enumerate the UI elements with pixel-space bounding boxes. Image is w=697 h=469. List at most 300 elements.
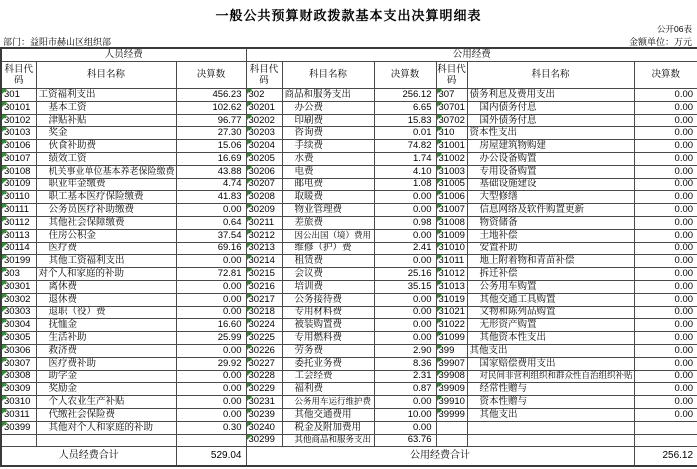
amount-cell: 0.00 xyxy=(634,319,697,332)
col-header-code: 科目代码 xyxy=(246,62,282,89)
subject-name-cell: 奖金 xyxy=(36,127,176,140)
table-row xyxy=(1,268,697,281)
subject-code-cell: 30205 xyxy=(246,152,282,165)
amount-cell: 0.00 xyxy=(634,383,697,396)
subject-name-cell: 退休费 xyxy=(36,293,176,306)
group-personnel-header: 人员经费 xyxy=(1,48,246,62)
subject-name-cell: 国外债务付息 xyxy=(467,114,634,127)
subject-name-cell: 其他商品和服务支出 xyxy=(282,434,374,447)
amount-cell: 0.64 xyxy=(176,216,246,229)
subject-code-cell: 31001 xyxy=(436,140,467,153)
table-row xyxy=(1,344,697,357)
amount-cell: 0.00 xyxy=(634,280,697,293)
subject-code-cell: 30202 xyxy=(246,114,282,127)
amount-cell: 0.00 xyxy=(634,178,697,191)
subject-name-cell: 其他支出 xyxy=(467,344,634,357)
personnel-total-value: 529.04 xyxy=(176,447,246,467)
subject-code-cell: 30701 xyxy=(436,101,467,114)
subject-name-cell: 经常性赠与 xyxy=(467,383,634,396)
subject-name-cell: 信息网络及软件购置更新 xyxy=(467,204,634,217)
amount-cell: 0.00 xyxy=(634,89,697,102)
subject-code-cell: 30226 xyxy=(246,344,282,357)
subject-name-cell: 退职（役）费 xyxy=(36,306,176,319)
subject-name-cell: 机关事业单位基本养老保险缴费 xyxy=(36,165,176,178)
subject-code-cell: 30213 xyxy=(246,242,282,255)
table-row xyxy=(1,319,697,332)
amount-cell: 0.00 xyxy=(634,204,697,217)
amount-cell: 2.90 xyxy=(374,344,436,357)
table-row xyxy=(1,178,697,191)
amount-cell: 0.00 xyxy=(634,396,697,409)
subject-name-cell: 对个人和家庭的补助 xyxy=(36,268,176,281)
amount-cell: 63.76 xyxy=(374,434,436,447)
subject-name-cell: 因公出国（境）费用 xyxy=(282,229,374,242)
subject-name-cell: 救济费 xyxy=(36,344,176,357)
col-header-value: 决算数 xyxy=(176,62,246,89)
subject-name-cell: 伙食补助费 xyxy=(36,140,176,153)
amount-cell: 0.00 xyxy=(176,255,246,268)
table-row xyxy=(1,332,697,345)
subject-code-cell: 31005 xyxy=(436,178,467,191)
subject-code-cell: 31006 xyxy=(436,191,467,204)
amount-cell: 15.06 xyxy=(176,140,246,153)
subject-name-cell: 生活补助 xyxy=(36,332,176,345)
amount-cell: 0.00 xyxy=(634,408,697,421)
subject-name-cell: 职工基本医疗保险缴费 xyxy=(36,191,176,204)
subject-name-cell: 其他社会保障缴费 xyxy=(36,216,176,229)
subject-name-cell: 福利费 xyxy=(282,383,374,396)
col-header-code: 科目代码 xyxy=(436,62,467,89)
subject-name-cell: 公务用车购置 xyxy=(467,280,634,293)
amount-cell: 0.00 xyxy=(176,204,246,217)
subject-name-cell: 印刷费 xyxy=(282,114,374,127)
subject-name-cell: 国家赔偿费用支出 xyxy=(467,357,634,370)
amount-cell: 0.87 xyxy=(374,383,436,396)
amount-cell: 0.00 xyxy=(176,306,246,319)
amount-cell: 25.16 xyxy=(374,268,436,281)
page-title: 一般公共预算财政拨款基本支出决算明细表 xyxy=(215,8,482,23)
subject-code-cell: 303 xyxy=(1,268,36,281)
subject-name-cell: 公务员医疗补助缴费 xyxy=(36,204,176,217)
amount-cell: 37.54 xyxy=(176,229,246,242)
subject-name-cell: 住房公积金 xyxy=(36,229,176,242)
subject-code-cell: 30110 xyxy=(1,191,36,204)
amount-cell: 10.00 xyxy=(374,408,436,421)
amount-cell: 4.10 xyxy=(374,165,436,178)
amount-cell: 72.81 xyxy=(176,268,246,281)
subject-name-cell: 水费 xyxy=(282,152,374,165)
amount-cell: 35.15 xyxy=(374,280,436,293)
subject-name-cell: 代缴社会保险费 xyxy=(36,408,176,421)
table-row xyxy=(1,434,697,447)
empty-cell xyxy=(467,421,634,434)
subject-name-cell: 物业管理费 xyxy=(282,204,374,217)
subject-name-cell: 培训费 xyxy=(282,280,374,293)
subject-name-cell: 租赁费 xyxy=(282,255,374,268)
subject-name-cell: 其他工资福利支出 xyxy=(36,255,176,268)
subject-name-cell: 助学金 xyxy=(36,370,176,383)
subject-name-cell: 奖励金 xyxy=(36,383,176,396)
subject-code-cell: 30217 xyxy=(246,293,282,306)
subject-code-cell: 31013 xyxy=(436,280,467,293)
subject-name-cell: 离休费 xyxy=(36,280,176,293)
amount-cell: 41.83 xyxy=(176,191,246,204)
column-header-row xyxy=(1,62,697,89)
amount-cell: 0.00 xyxy=(374,319,436,332)
subject-name-cell: 物资储备 xyxy=(467,216,634,229)
col-header-value: 决算数 xyxy=(374,62,436,89)
subject-code-cell: 30208 xyxy=(246,191,282,204)
amount-cell: 0.00 xyxy=(634,293,697,306)
subject-code-cell: 30311 xyxy=(1,408,36,421)
amount-cell: 0.00 xyxy=(374,332,436,345)
subject-name-cell: 津贴补贴 xyxy=(36,114,176,127)
amount-cell: 0.00 xyxy=(634,255,697,268)
table-row xyxy=(1,421,697,434)
subject-code-cell: 30113 xyxy=(1,229,36,242)
subject-code-cell: 31019 xyxy=(436,293,467,306)
table-row xyxy=(1,370,697,383)
subject-code-cell: 39907 xyxy=(436,357,467,370)
department-label: 部门：益阳市赫山区组织部 xyxy=(3,37,112,47)
amount-cell: 0.00 xyxy=(634,306,697,319)
subject-code-cell: 30228 xyxy=(246,370,282,383)
empty-cell xyxy=(467,434,634,447)
amount-cell: 0.00 xyxy=(176,396,246,409)
form-number: 公开06表 xyxy=(657,24,692,34)
amount-cell: 1.74 xyxy=(374,152,436,165)
amount-cell: 27.30 xyxy=(176,127,246,140)
subject-name-cell: 办公费 xyxy=(282,101,374,114)
table-row xyxy=(1,357,697,370)
subject-name-cell: 土地补偿 xyxy=(467,229,634,242)
subject-code-cell: 31009 xyxy=(436,229,467,242)
subject-name-cell: 专用材料费 xyxy=(282,306,374,319)
amount-cell: 456.23 xyxy=(176,89,246,102)
public-total-label: 公用经费合计 xyxy=(246,447,634,467)
table-row xyxy=(1,408,697,421)
unit-note: 金额单位：万元 xyxy=(628,37,692,47)
subject-code-cell: 30227 xyxy=(246,357,282,370)
subject-name-cell: 职业年金缴费 xyxy=(36,178,176,191)
subject-name-cell: 邮电费 xyxy=(282,178,374,191)
subject-code-cell: 31099 xyxy=(436,332,467,345)
subject-code-cell: 30211 xyxy=(246,216,282,229)
subject-code-cell: 30240 xyxy=(246,421,282,434)
amount-cell: 25.99 xyxy=(176,332,246,345)
subject-name-cell: 商品和服务支出 xyxy=(282,89,374,102)
table-row xyxy=(1,89,697,102)
public-total-value: 256.12 xyxy=(634,447,697,467)
subject-code-cell: 301 xyxy=(1,89,36,102)
amount-cell: 0.30 xyxy=(176,421,246,434)
subject-code-cell: 30303 xyxy=(1,306,36,319)
subject-code-cell: 30209 xyxy=(246,204,282,217)
amount-cell: 0.00 xyxy=(176,383,246,396)
subject-name-cell: 专用设备购置 xyxy=(467,165,634,178)
subject-code-cell: 30305 xyxy=(1,332,36,345)
amount-cell: 0.00 xyxy=(176,344,246,357)
subject-code-cell: 30112 xyxy=(1,216,36,229)
subject-name-cell: 抚恤金 xyxy=(36,319,176,332)
subject-code-cell: 39908 xyxy=(436,370,467,383)
table-row xyxy=(1,383,697,396)
subject-name-cell: 其他交通工具购置 xyxy=(467,293,634,306)
table-row xyxy=(1,293,697,306)
amount-cell: 1.08 xyxy=(374,178,436,191)
subject-name-cell: 专用燃料费 xyxy=(282,332,374,345)
amount-cell: 0.00 xyxy=(176,280,246,293)
amount-cell: 0.00 xyxy=(176,293,246,306)
subject-code-cell: 30399 xyxy=(1,421,36,434)
col-header-name: 科目名称 xyxy=(36,62,176,89)
subject-name-cell: 医疗费 xyxy=(36,242,176,255)
subject-code-cell: 30101 xyxy=(1,101,36,114)
amount-cell: 0.98 xyxy=(374,216,436,229)
subject-code-cell: 30301 xyxy=(1,280,36,293)
empty-cell xyxy=(436,421,467,434)
subject-code-cell: 30201 xyxy=(246,101,282,114)
subject-name-cell: 其他支出 xyxy=(467,408,634,421)
amount-cell: 0.00 xyxy=(634,242,697,255)
table-row xyxy=(1,255,697,268)
amount-cell: 69.16 xyxy=(176,242,246,255)
subject-code-cell: 31022 xyxy=(436,319,467,332)
subject-name-cell: 地上附着物和青苗补偿 xyxy=(467,255,634,268)
amount-cell: 0.00 xyxy=(634,114,697,127)
table-row xyxy=(1,396,697,409)
subject-code-cell: 30309 xyxy=(1,383,36,396)
subject-code-cell: 30212 xyxy=(246,229,282,242)
subject-code-cell: 30229 xyxy=(246,383,282,396)
subject-code-cell: 30108 xyxy=(1,165,36,178)
subject-code-cell: 30114 xyxy=(1,242,36,255)
group-public-header: 公用经费 xyxy=(246,48,697,62)
amount-cell: 0.00 xyxy=(374,229,436,242)
amount-cell: 0.00 xyxy=(634,140,697,153)
subject-name-cell: 无形资产购置 xyxy=(467,319,634,332)
subject-code-cell: 30306 xyxy=(1,344,36,357)
empty-cell xyxy=(436,434,467,447)
col-header-name: 科目名称 xyxy=(282,62,374,89)
subject-code-cell: 30215 xyxy=(246,268,282,281)
subject-name-cell: 维修（护）费 xyxy=(282,242,374,255)
amount-cell: 0.00 xyxy=(634,191,697,204)
subject-code-cell: 30102 xyxy=(1,114,36,127)
group-header-row xyxy=(1,48,697,62)
subject-name-cell: 取暖费 xyxy=(282,191,374,204)
amount-cell: 0.00 xyxy=(176,408,246,421)
totals-row xyxy=(1,447,697,467)
subject-code-cell: 30307 xyxy=(1,357,36,370)
subject-code-cell: 307 xyxy=(436,89,467,102)
subject-name-cell: 基本工资 xyxy=(36,101,176,114)
subject-code-cell: 30199 xyxy=(1,255,36,268)
subject-code-cell: 30214 xyxy=(246,255,282,268)
table-row xyxy=(1,306,697,319)
table-row xyxy=(1,280,697,293)
amount-cell: 16.69 xyxy=(176,152,246,165)
subject-code-cell: 30702 xyxy=(436,114,467,127)
subject-name-cell: 办公设备购置 xyxy=(467,152,634,165)
subject-code-cell: 30103 xyxy=(1,127,36,140)
subject-code-cell: 31010 xyxy=(436,242,467,255)
amount-cell: 0.00 xyxy=(374,191,436,204)
table-row xyxy=(1,204,697,217)
amount-cell: 96.77 xyxy=(176,114,246,127)
amount-cell: 2.41 xyxy=(374,242,436,255)
subject-code-cell: 30239 xyxy=(246,408,282,421)
subject-name-cell: 对民间非营利组织和群众性自治组织补贴 xyxy=(467,370,634,383)
amount-cell: 0.00 xyxy=(374,293,436,306)
amount-cell: 0.00 xyxy=(374,204,436,217)
amount-cell: 0.00 xyxy=(634,101,697,114)
col-header-code: 科目代码 xyxy=(1,62,36,89)
amount-cell: 102.62 xyxy=(176,101,246,114)
amount-cell: 16.60 xyxy=(176,319,246,332)
amount-cell: 256.12 xyxy=(374,89,436,102)
subject-name-cell: 手续费 xyxy=(282,140,374,153)
subject-code-cell: 30111 xyxy=(1,204,36,217)
table-row xyxy=(1,140,697,153)
subject-code-cell: 310 xyxy=(436,127,467,140)
amount-cell: 0.00 xyxy=(374,421,436,434)
subject-code-cell: 30216 xyxy=(246,280,282,293)
table-row xyxy=(1,242,697,255)
subject-code-cell: 31003 xyxy=(436,165,467,178)
table-row xyxy=(1,191,697,204)
col-header-name: 科目名称 xyxy=(467,62,634,89)
amount-cell: 4.74 xyxy=(176,178,246,191)
subject-code-cell: 31012 xyxy=(436,268,467,281)
subject-name-cell: 被装购置费 xyxy=(282,319,374,332)
amount-cell: 0.00 xyxy=(634,344,697,357)
subject-name-cell: 债务利息及费用支出 xyxy=(467,89,634,102)
subject-name-cell: 房屋建筑物购建 xyxy=(467,140,634,153)
amount-cell: 0.00 xyxy=(374,396,436,409)
subject-name-cell: 工资福利支出 xyxy=(36,89,176,102)
subject-code-cell: 302 xyxy=(246,89,282,102)
table-row xyxy=(1,216,697,229)
table-row xyxy=(1,127,697,140)
table-row xyxy=(1,152,697,165)
amount-cell: 0.00 xyxy=(634,216,697,229)
subject-name-cell: 税金及附加费用 xyxy=(282,421,374,434)
subject-name-cell: 国内债务付息 xyxy=(467,101,634,114)
table-header xyxy=(1,48,697,89)
subject-name-cell: 资本性赠与 xyxy=(467,396,634,409)
amount-cell: 0.00 xyxy=(634,370,697,383)
subject-code-cell: 39999 xyxy=(436,408,467,421)
budget-detail-table xyxy=(0,47,697,467)
subject-code-cell: 30231 xyxy=(246,396,282,409)
amount-cell: 0.00 xyxy=(176,370,246,383)
subject-name-cell: 差旅费 xyxy=(282,216,374,229)
amount-cell: 43.88 xyxy=(176,165,246,178)
subject-code-cell: 30106 xyxy=(1,140,36,153)
subject-code-cell: 30299 xyxy=(246,434,282,447)
subject-code-cell: 30107 xyxy=(1,152,36,165)
subject-name-cell: 公务接待费 xyxy=(282,293,374,306)
amount-cell: 15.83 xyxy=(374,114,436,127)
amount-cell: 0.00 xyxy=(634,357,697,370)
amount-cell: 0.00 xyxy=(634,127,697,140)
subject-name-cell: 基础设施建设 xyxy=(467,178,634,191)
subject-name-cell: 其他交通费用 xyxy=(282,408,374,421)
empty-cell xyxy=(176,434,246,447)
amount-cell: 29.92 xyxy=(176,357,246,370)
amount-cell: 6.65 xyxy=(374,101,436,114)
page-header xyxy=(0,0,697,47)
subject-code-cell: 30302 xyxy=(1,293,36,306)
subject-code-cell: 399 xyxy=(436,344,467,357)
empty-cell xyxy=(634,421,697,434)
amount-cell: 8.36 xyxy=(374,357,436,370)
subject-name-cell: 资本性支出 xyxy=(467,127,634,140)
subject-name-cell: 咨询费 xyxy=(282,127,374,140)
empty-cell xyxy=(634,434,697,447)
col-header-value: 决算数 xyxy=(634,62,697,89)
subject-name-cell: 公务用车运行维护费 xyxy=(282,396,374,409)
subject-name-cell: 个人农业生产补贴 xyxy=(36,396,176,409)
empty-cell xyxy=(36,434,176,447)
subject-name-cell: 医疗费补助 xyxy=(36,357,176,370)
amount-cell: 0.00 xyxy=(634,229,697,242)
subject-code-cell: 30206 xyxy=(246,165,282,178)
table-footer xyxy=(1,447,697,467)
subject-name-cell: 工会经费 xyxy=(282,370,374,383)
table-row xyxy=(1,101,697,114)
personnel-total-label: 人员经费合计 xyxy=(1,447,176,467)
subject-code-cell: 31008 xyxy=(436,216,467,229)
subject-code-cell: 31007 xyxy=(436,204,467,217)
amount-cell: 74.82 xyxy=(374,140,436,153)
subject-name-cell: 其他对个人和家庭的补助 xyxy=(36,421,176,434)
subject-name-cell: 绩效工资 xyxy=(36,152,176,165)
subject-code-cell: 30224 xyxy=(246,319,282,332)
amount-cell: 0.00 xyxy=(374,306,436,319)
subject-name-cell: 委托业务费 xyxy=(282,357,374,370)
subject-name-cell: 会议费 xyxy=(282,268,374,281)
table-row xyxy=(1,114,697,127)
subject-name-cell: 大型修缮 xyxy=(467,191,634,204)
subject-code-cell: 30204 xyxy=(246,140,282,153)
subject-code-cell: 39909 xyxy=(436,383,467,396)
table-row xyxy=(1,165,697,178)
amount-cell: 0.00 xyxy=(634,165,697,178)
subject-name-cell: 其他资本性支出 xyxy=(467,332,634,345)
amount-cell: 0.00 xyxy=(634,268,697,281)
empty-cell xyxy=(1,434,36,447)
subject-code-cell: 31021 xyxy=(436,306,467,319)
subject-code-cell: 30203 xyxy=(246,127,282,140)
amount-cell: 0.00 xyxy=(634,152,697,165)
amount-cell: 0.00 xyxy=(374,255,436,268)
subject-code-cell: 39910 xyxy=(436,396,467,409)
subject-name-cell: 安置补助 xyxy=(467,242,634,255)
subject-name-cell: 文物和陈列品购置 xyxy=(467,306,634,319)
subject-code-cell: 30310 xyxy=(1,396,36,409)
subject-name-cell: 劳务费 xyxy=(282,344,374,357)
subject-code-cell: 30308 xyxy=(1,370,36,383)
subject-code-cell: 30207 xyxy=(246,178,282,191)
subject-code-cell: 31011 xyxy=(436,255,467,268)
subject-name-cell: 拆迁补偿 xyxy=(467,268,634,281)
amount-cell: 0.00 xyxy=(634,332,697,345)
table-row xyxy=(1,229,697,242)
subject-code-cell: 30109 xyxy=(1,178,36,191)
amount-cell: 0.01 xyxy=(374,127,436,140)
